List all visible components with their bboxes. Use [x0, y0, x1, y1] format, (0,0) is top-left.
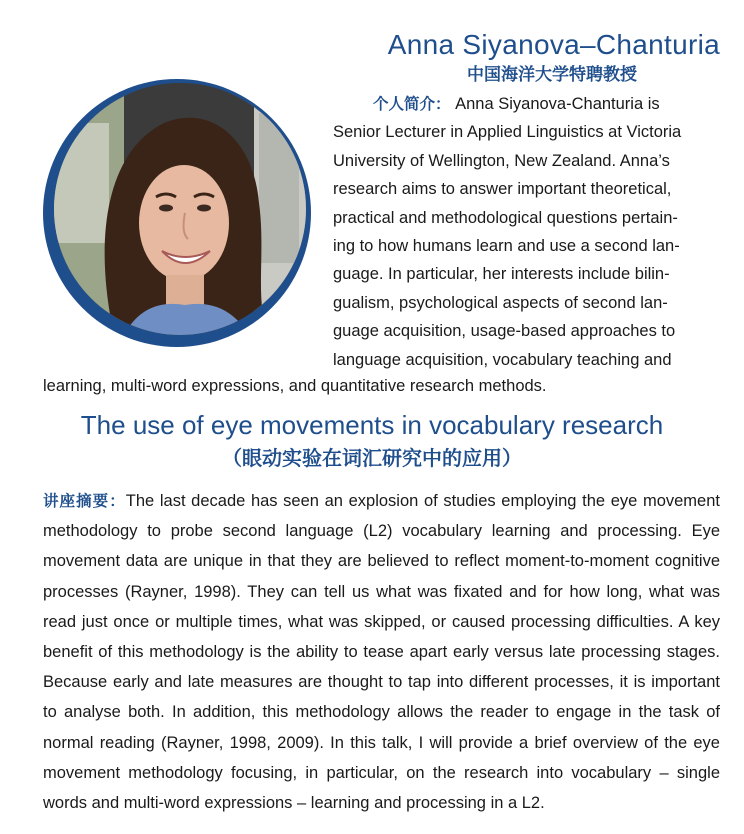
bio-line: practical and methodological questions pertain- — [333, 208, 678, 227]
bio-line: guage acquisition, usage-based approaches to — [333, 322, 676, 341]
bio-last-line: learning, multi-word expressions, and quantitative research methods. — [43, 377, 547, 395]
talk-title: The use of eye movements in vocabulary research — [80, 410, 664, 440]
bio-line: University of Wellington, New Zealand. Anna’s — [333, 151, 670, 170]
abstract-label: 讲座摘要： — [43, 492, 126, 510]
abstract — [43, 486, 720, 818]
bio-text — [333, 90, 720, 374]
portrait-icon — [54, 83, 306, 335]
bio-line: 个人简介： Anna Siyanova-Chanturia is — [373, 95, 660, 113]
bio-line: gualism, psychological aspects of second lan- — [333, 293, 668, 312]
bio-line: Senior Lecturer in Applied Linguistics at Victoria — [333, 123, 682, 142]
talk-subtitle: （眼动实验在词汇研究中的应用） — [222, 446, 522, 470]
bio-label: 个人简介： — [373, 95, 451, 113]
speaker-photo — [54, 83, 306, 335]
bio-line: research aims to answer important theoretical, — [333, 180, 672, 199]
bio-line: ing to how humans learn and use a second lan- — [333, 237, 680, 256]
abstract-text: The last decade has seen an explosion of studies employing the eye movement methodology to probe second language (L2) vocabulary learning and processing. Eye movement data are unique in that they are believed to reflect moment-to-moment cognitive processes (Rayner, 1998). They can tell us what was fixated and for how long, what was read just once or multiple times, what was skipped, or caused processing difficulties. A key benefit of this methodology is the ability to tease apart early versus late processing stages. Because early and late measures are thought to tap into different processes, it is important to analyse both. In addition, this methodology allows the reader to engage in the task of normal reading (Rayner, 1998, 2009). In this talk, I will provide a brief overview of the eye movement methodology focusing, in particular, on the research into vocabulary – single words and multi-word expressions – learning and processing in a L2. — [43, 492, 720, 813]
bio-line: guage. In particular, her interests include bilin- — [333, 265, 670, 284]
bio-line: language acquisition, vocabulary teaching and — [333, 350, 672, 369]
speaker-affiliation: 中国海洋大学特聘教授 — [467, 65, 637, 85]
speaker-name: Anna Siyanova–Chanturia — [387, 29, 720, 60]
photo-frame — [43, 79, 311, 347]
